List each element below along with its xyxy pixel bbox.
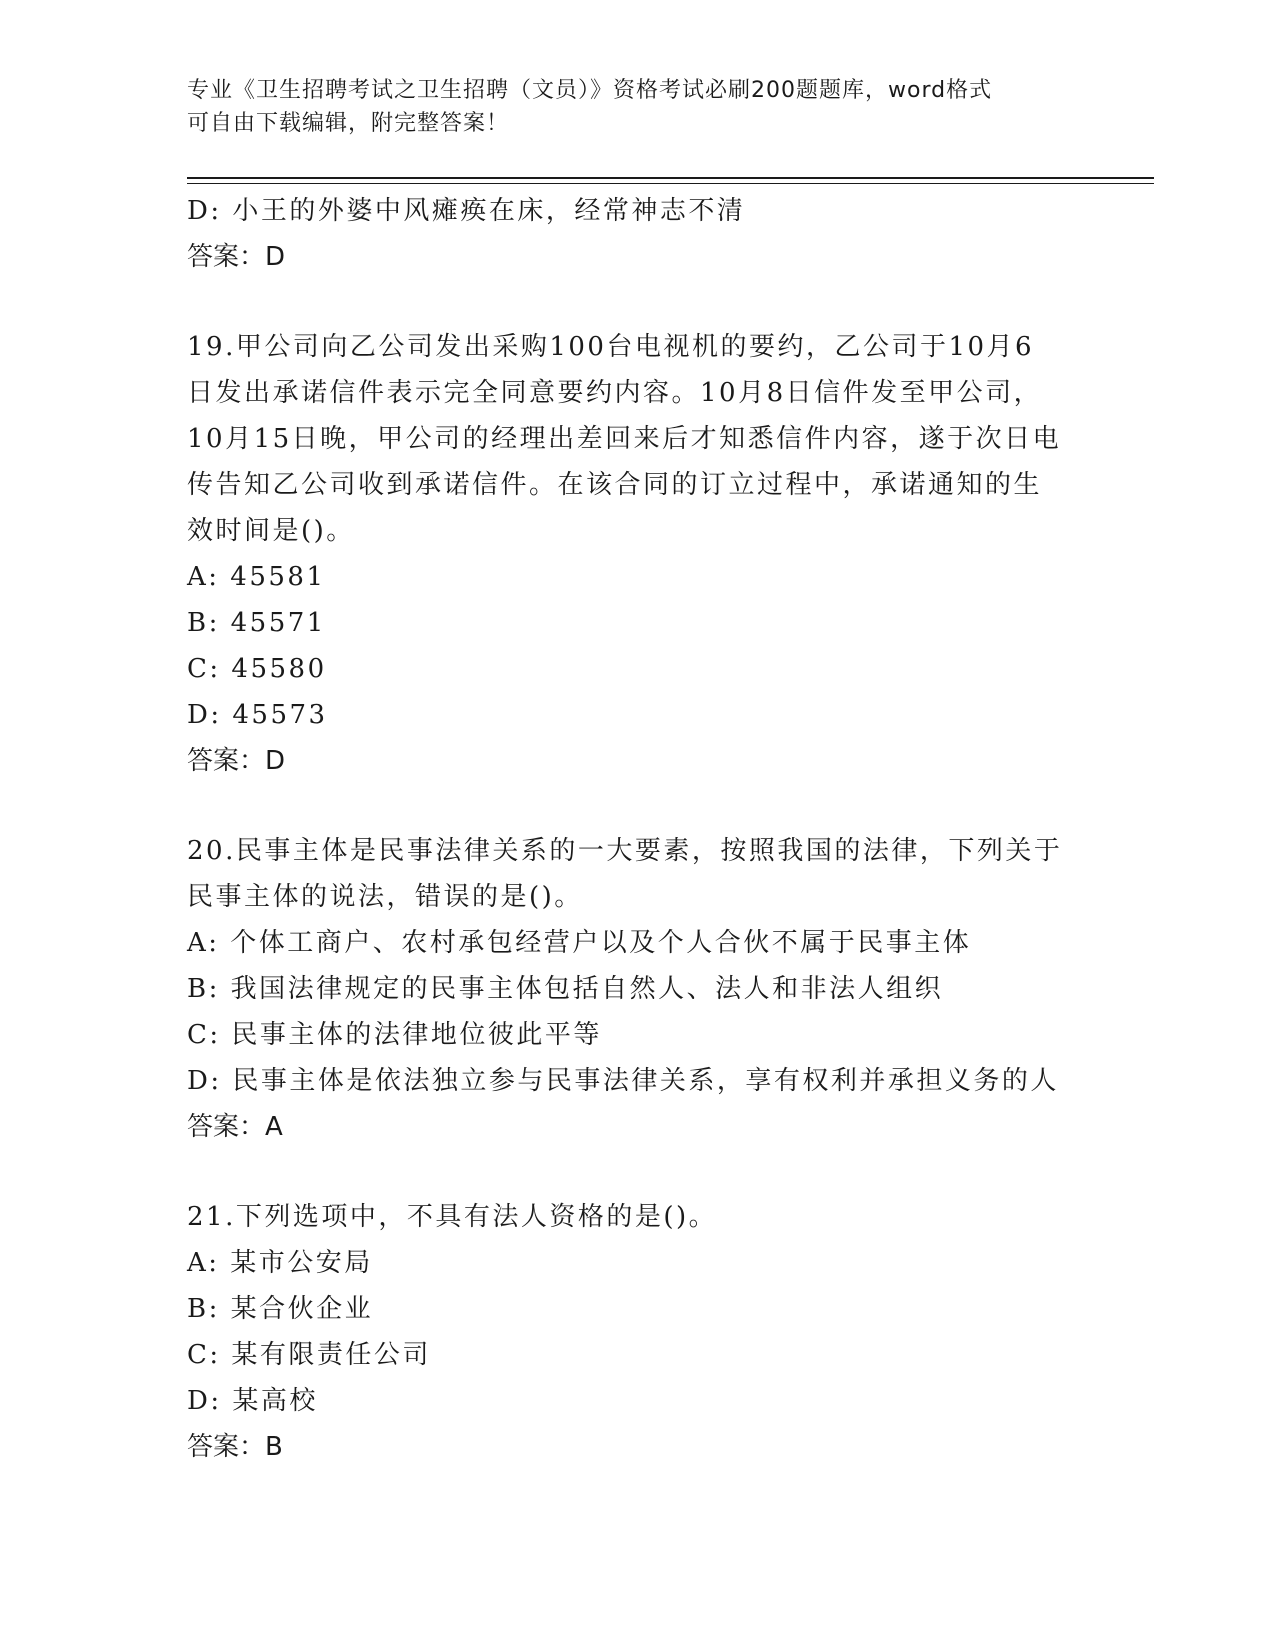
answer-line: 答案：D — [187, 242, 286, 272]
option-c: C: 民事主体的法律地位彼此平等 — [187, 1020, 602, 1050]
option-d: D: 民事主体是依法独立参与民事法律关系，享有权利并承担义务的人 — [187, 1066, 1059, 1096]
question-21 — [187, 1194, 1087, 1470]
option-c: C: 45580 — [187, 654, 327, 684]
header-divider-thin — [187, 183, 1154, 184]
spacer — [187, 784, 1087, 828]
option-c: C: 某有限责任公司 — [187, 1340, 431, 1370]
option-d: D: 某高校 — [187, 1386, 318, 1416]
option-a: A: 某市公安局 — [187, 1248, 373, 1278]
question-prev — [187, 188, 1087, 280]
header-line: 可自由下载编辑，附完整答案！ — [187, 111, 510, 136]
question-20 — [187, 828, 1087, 1150]
question-19 — [187, 324, 1087, 784]
header-line: 专业《卫生招聘考试之卫生招聘（文员）》资格考试必刷200题题库，word格式 — [187, 78, 993, 103]
option-b: B: 某合伙企业 — [187, 1294, 374, 1324]
question-text-line: 传告知乙公司收到承诺信件。在该合同的订立过程中，承诺通知的生 — [187, 470, 1043, 500]
question-text-line: 10月15日晚，甲公司的经理出差回来后才知悉信件内容，遂于次日电 — [187, 424, 1062, 454]
question-text-line: 21.下列选项中，不具有法人资格的是()。 — [187, 1202, 718, 1232]
question-text-line: 日发出承诺信件表示完全同意要约内容。10月8日信件发至甲公司， — [187, 378, 1043, 408]
spacer — [187, 1150, 1087, 1194]
answer-line: 答案：A — [187, 1112, 283, 1142]
option-b: B: 45571 — [187, 608, 326, 638]
document-body — [187, 188, 1087, 1470]
document-header — [187, 74, 1087, 140]
option-d: D: 小王的外婆中风瘫痪在床，经常神志不清 — [187, 196, 746, 226]
question-text-line: 效时间是()。 — [187, 516, 355, 546]
question-text-line: 20.民事主体是民事法律关系的一大要素，按照我国的法律，下列关于 — [187, 836, 1063, 866]
question-text-line: 民事主体的说法，错误的是()。 — [187, 882, 583, 912]
answer-line: 答案：B — [187, 1432, 283, 1462]
header-divider — [187, 177, 1154, 179]
spacer — [187, 280, 1087, 324]
answer-line: 答案：D — [187, 746, 286, 776]
option-b: B: 我国法律规定的民事主体包括自然人、法人和非法人组织 — [187, 974, 944, 1004]
option-a: A: 45581 — [187, 562, 326, 592]
option-d: D: 45573 — [187, 700, 328, 730]
option-a: A: 个体工商户、农村承包经营户以及个人合伙不属于民事主体 — [187, 928, 972, 958]
question-text-line: 19.甲公司向乙公司发出采购100台电视机的要约，乙公司于10月6 — [187, 332, 1035, 362]
